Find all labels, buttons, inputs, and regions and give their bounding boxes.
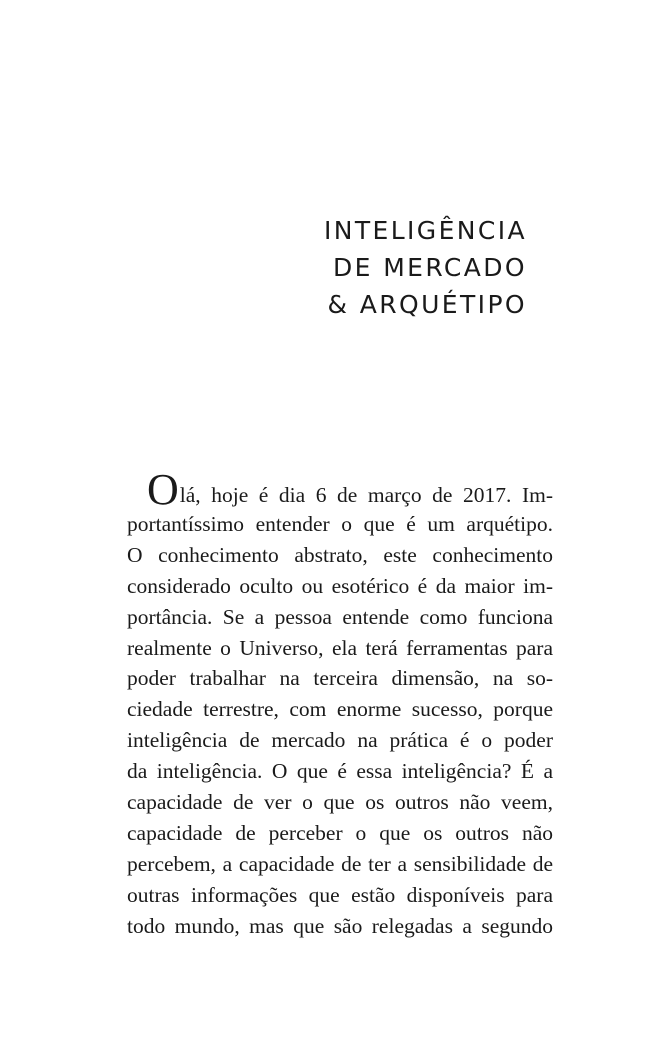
text-line: realmente o Universo, ela terá ferramentas para	[127, 635, 553, 660]
text-line: todo mundo, mas que são relegadas a segundo	[127, 913, 553, 938]
chapter-title-line: DE MERCADO	[333, 253, 527, 282]
text-line: considerado oculto ou esotérico é da maior im-	[127, 573, 553, 598]
text-line: capacidade de perceber o que os outros não	[127, 820, 553, 845]
text-line: inteligência de mercado na prática é o poder	[127, 728, 553, 753]
drop-cap: O	[147, 465, 179, 514]
text-line: da inteligência. O que é essa inteligência? É a	[127, 759, 553, 784]
text-line: ciedade terrestre, com enorme sucesso, porque	[127, 697, 553, 722]
text-line: capacidade de ver o que os outros não veem,	[127, 790, 553, 815]
text-line: outras informações que estão disponíveis para	[127, 882, 553, 907]
text-line: percebem, a capacidade de ter a sensibilidade de	[127, 851, 553, 876]
chapter-title-line: INTELIGÊNCIA	[323, 216, 527, 245]
text-line: portância. Se a pessoa entende como funciona	[127, 604, 553, 629]
text-line: lá, hoje é dia 6 de março de 2017. Im-	[179, 483, 553, 507]
chapter-title-line: & ARQUÉTIPO	[327, 290, 527, 319]
chapter-title	[324, 212, 527, 323]
text-line-first	[127, 465, 553, 514]
text-line: portantíssimo entender o que é um arquétipo.	[127, 512, 553, 536]
text-line: poder trabalhar na terceira dimensão, na so-	[127, 666, 553, 691]
body-paragraph	[127, 465, 553, 941]
text-line: O conhecimento abstrato, este conhecimento	[127, 542, 553, 567]
